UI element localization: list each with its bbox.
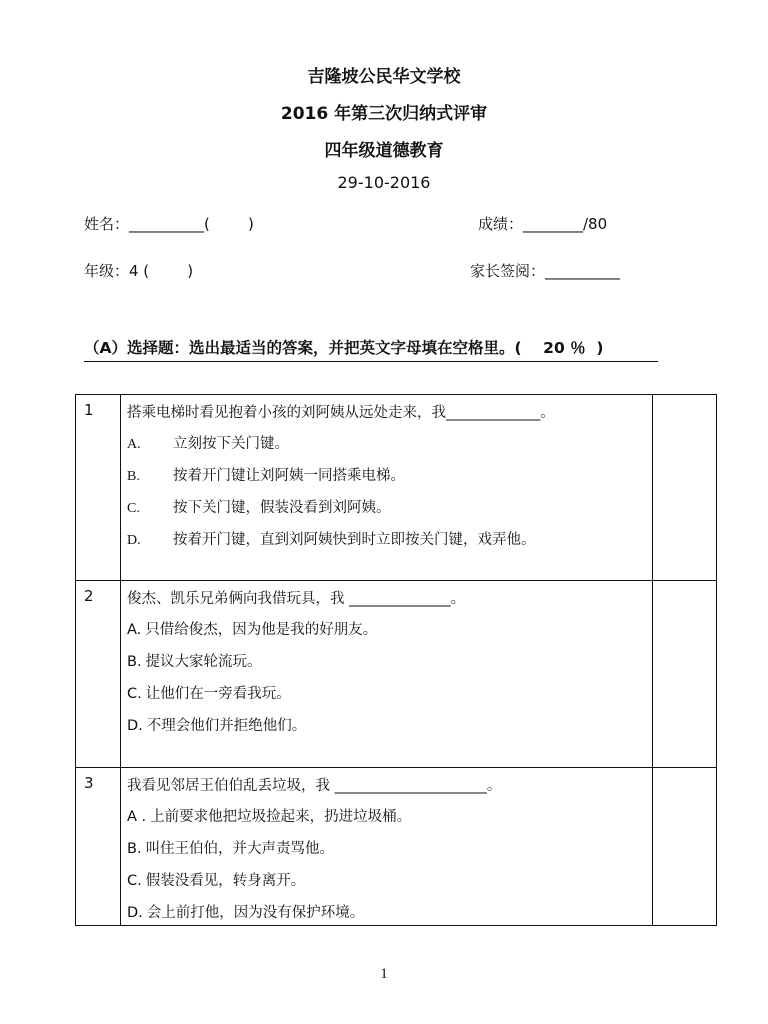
- grade-field: 年级：4 ( ): [84, 262, 194, 280]
- option-text: 会上前打他，因为没有保护环境。: [146, 905, 365, 921]
- option-text: 不理会他们并拒绝他们。: [146, 718, 307, 734]
- option-text: 立刻按下关门键。: [173, 436, 289, 452]
- option-text: 按着开门键，直到刘阿姨快到时立即按关门键，戏弄他。: [173, 532, 536, 548]
- exam-title: 2016 年第三次归纳式评审: [280, 104, 488, 124]
- option-label: A.: [127, 622, 142, 638]
- option-row: [127, 837, 652, 858]
- question-body: [121, 395, 653, 581]
- option-row: [127, 528, 652, 549]
- option-row: [127, 869, 652, 890]
- option-label: D.: [127, 718, 143, 734]
- answer-box: [653, 768, 717, 926]
- name-field: 姓名：__________( ): [84, 215, 254, 233]
- question-stem: 搭乘电梯时看见抱着小孩的刘阿姨从远处走来，我_____________。: [127, 405, 555, 421]
- option-text: 按着开门键让刘阿姨一同搭乘电梯。: [173, 468, 405, 484]
- option-label: A .: [127, 809, 147, 825]
- option-label: C.: [127, 501, 140, 516]
- option-label: C.: [127, 873, 142, 889]
- question-stem: 俊杰、凯乐兄弟俩向我借玩具，我 ______________。: [127, 591, 466, 607]
- option-row: [127, 496, 652, 517]
- question-row: [76, 581, 717, 768]
- option-text: 让他们在一旁看我玩。: [145, 686, 291, 702]
- option-label: A.: [127, 437, 141, 452]
- subject-title: 四年级道德教育: [324, 141, 444, 161]
- score-field: 成绩：________/80: [478, 215, 608, 233]
- page-number: 1: [380, 966, 388, 982]
- option-text: 叫住王伯伯，并大声责骂他。: [145, 841, 335, 857]
- question-row: [76, 395, 717, 581]
- option-label: B.: [127, 654, 142, 670]
- option-row: [127, 618, 652, 639]
- option-text: 按下关门键，假装没看到刘阿姨。: [173, 500, 391, 516]
- school-name: 吉隆坡公民华文学校: [307, 67, 461, 87]
- question-number: 3: [76, 768, 121, 926]
- option-text: 假装没看见，转身离开。: [145, 873, 306, 889]
- option-row: [127, 682, 652, 703]
- option-label: D.: [127, 533, 141, 548]
- question-number: 2: [76, 581, 121, 768]
- question-body: [121, 581, 653, 768]
- question-number: 1: [76, 395, 121, 581]
- answer-box: [653, 395, 717, 581]
- question-stem: 我看见邻居王伯伯乱丢垃圾，我 _____________________。: [127, 778, 502, 794]
- section-a-heading: （A）选择题：选出最适当的答案，并把英文字母填在空格里。( 20 ％ ): [84, 336, 658, 362]
- option-row: [127, 432, 652, 453]
- exam-date: 29-10-2016: [337, 173, 431, 192]
- option-row: [127, 901, 652, 922]
- option-label: B.: [127, 841, 142, 857]
- option-label: B.: [127, 469, 140, 484]
- option-text: 提议大家轮流玩。: [145, 654, 262, 670]
- option-row: [127, 805, 652, 826]
- question-row: [76, 768, 717, 926]
- option-row: [127, 464, 652, 485]
- question-body: [121, 768, 653, 926]
- parent-signature-field: 家长签阅：__________: [470, 262, 621, 280]
- option-row: [127, 714, 652, 735]
- option-label: D.: [127, 905, 143, 921]
- option-label: C.: [127, 686, 142, 702]
- option-row: [127, 650, 652, 671]
- answer-box: [653, 581, 717, 768]
- question-table: [75, 394, 717, 926]
- option-text: 上前要求他把垃圾捡起来，扔进垃圾桶。: [150, 809, 412, 825]
- option-text: 只借给俊杰，因为他是我的好朋友。: [145, 622, 378, 638]
